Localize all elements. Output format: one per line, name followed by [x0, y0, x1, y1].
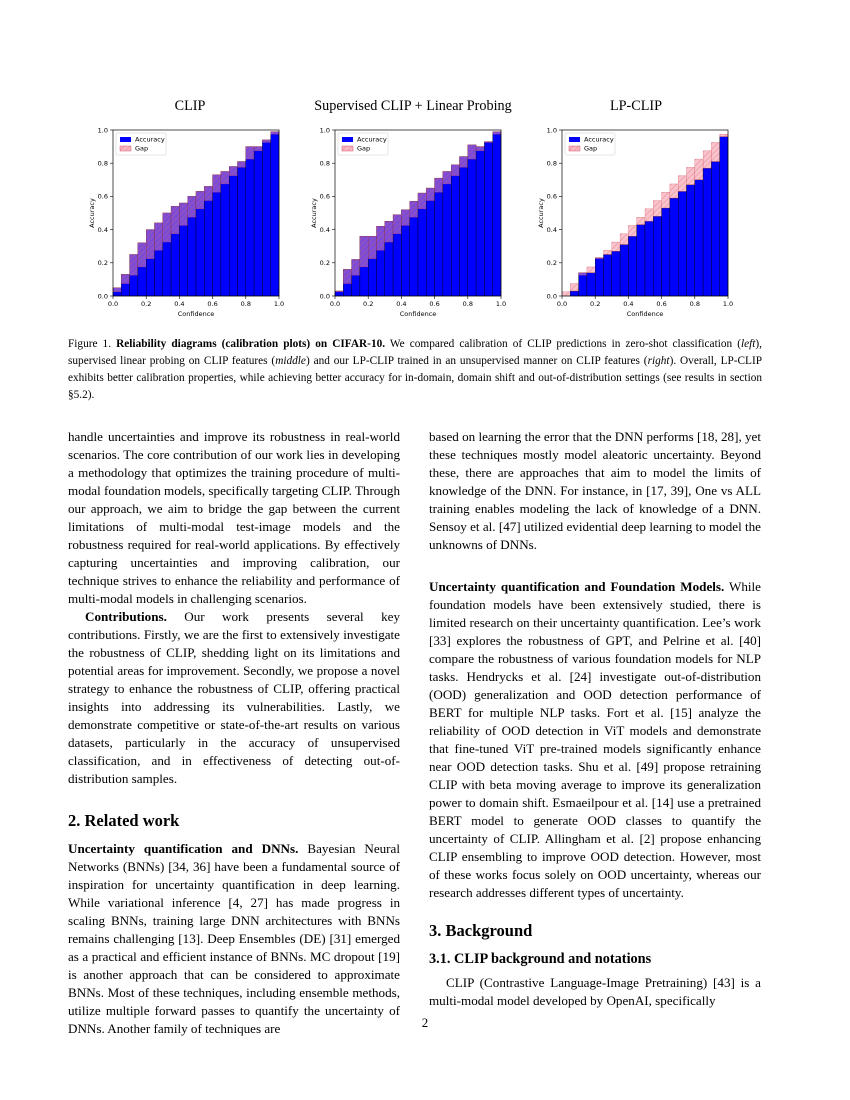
- gap-hatch: [238, 162, 246, 168]
- gap-hatch: [579, 273, 587, 275]
- x-axis-label: Confidence: [399, 310, 437, 318]
- gap-hatch: [385, 221, 393, 242]
- legend-label-accuracy: Accuracy: [584, 135, 614, 144]
- gap-hatch: [163, 213, 171, 242]
- y-axis-label: Accuracy: [310, 198, 318, 228]
- x-tick-label: 0.6: [656, 300, 667, 308]
- accuracy-bar: [229, 167, 237, 296]
- gap-hatch: [484, 142, 492, 143]
- gap-hatch: [587, 267, 595, 273]
- gap-hatch: [188, 196, 196, 217]
- gap-hatch: [146, 230, 154, 259]
- y-tick-label: 0.6: [97, 192, 108, 201]
- gap-hatch: [604, 250, 612, 254]
- legend-swatch-accuracy: [342, 137, 353, 142]
- accuracy-bar: [587, 273, 595, 296]
- y-tick-label: 1.0: [319, 126, 330, 135]
- uncertainty-dnn-paragraph: [68, 840, 400, 1038]
- chart-title-supervised: Supervised CLIP + Linear Probing: [314, 98, 512, 114]
- caption-italic-middle: middle: [275, 355, 306, 367]
- legend-label-accuracy: Accuracy: [135, 135, 165, 144]
- legend-swatch-accuracy: [120, 137, 131, 142]
- y-tick-label: 0.6: [319, 192, 330, 201]
- x-tick-label: 0.4: [623, 300, 634, 308]
- caption-italic-left: left: [740, 338, 756, 350]
- y-axis-label: Accuracy: [88, 198, 96, 228]
- gap-hatch: [460, 157, 468, 168]
- accuracy-bar: [695, 180, 703, 296]
- y-tick-label: 0.8: [319, 159, 330, 168]
- gap-hatch: [204, 186, 212, 200]
- foundation-models-paragraph: [429, 578, 761, 902]
- y-tick-label: 0.8: [546, 159, 557, 168]
- accuracy-bar: [443, 172, 451, 297]
- accuracy-bar: [687, 185, 695, 296]
- gap-hatch: [678, 176, 686, 192]
- gap-hatch: [368, 236, 376, 258]
- x-tick-label: 0.6: [207, 300, 218, 308]
- accuracy-bar: [612, 251, 620, 296]
- accuracy-bar: [711, 162, 719, 296]
- accuracy-bar: [476, 147, 484, 296]
- x-tick-label: 0.8: [689, 300, 700, 308]
- figure-caption: [68, 336, 762, 404]
- accuracy-bar: [238, 162, 246, 296]
- caption-text-2: ), supervised linear probing on CLIP features (: [68, 338, 763, 367]
- accuracy-bar: [213, 175, 221, 296]
- y-tick-label: 0.2: [97, 259, 108, 268]
- accuracy-bar: [426, 188, 434, 296]
- legend-label-gap: Gap: [135, 144, 149, 153]
- accuracy-bar: [204, 186, 212, 296]
- gap-hatch: [562, 292, 570, 296]
- gap-hatch: [343, 269, 351, 283]
- gap-hatch: [335, 291, 343, 292]
- accuracy-bar: [645, 221, 653, 296]
- caption-text-1: We compared calibration of CLIP predictions in zero-shot classification (: [385, 338, 741, 350]
- gap-hatch: [196, 191, 204, 208]
- accuracy-bar: [653, 216, 661, 296]
- left-column: [68, 428, 400, 1038]
- caption-bold: Reliability diagrams (calibration plots) on CIFAR-10.: [116, 338, 386, 350]
- contributions-text: Our work presents several key contributions. Firstly, we are the first to extensively investigate the robustness of CLIP, shedding light on its limitations and potential areas for improvement. Secondly, we propose a novel strategy to enhance the robustness of CLIP, offering practical insights into addressing its vulnerabilities. Lastly, we demonstrate competitive or state-of-the-art results on various datasets, particularly in the accuracy of unsupervised classification, and in effectiveness of detecting out-of-distribution samples.: [68, 609, 400, 786]
- accuracy-bar: [670, 198, 678, 296]
- reliability-diagram-lpclip: [535, 122, 755, 322]
- x-tick-label: 1.0: [722, 300, 734, 308]
- gap-hatch: [435, 178, 443, 192]
- gap-hatch: [451, 165, 459, 176]
- y-tick-label: 0.4: [319, 225, 330, 234]
- gap-hatch: [595, 258, 603, 259]
- caption-text-3: ) and our LP-CLIP trained in an unsupervised manner on CLIP features (: [305, 355, 648, 367]
- accuracy-bar: [662, 208, 670, 296]
- accuracy-bar: [221, 172, 229, 297]
- gap-hatch: [179, 203, 187, 225]
- accuracy-bar: [246, 147, 254, 296]
- y-tick-label: 0.4: [97, 225, 108, 234]
- y-tick-label: 0.8: [97, 159, 108, 168]
- gap-hatch: [138, 243, 146, 267]
- legend: [565, 133, 615, 155]
- accuracy-bar: [435, 178, 443, 296]
- gap-hatch: [628, 225, 636, 236]
- x-tick-label: 0.6: [429, 300, 440, 308]
- gap-hatch: [570, 284, 578, 291]
- accuracy-bar: [703, 168, 711, 296]
- accuracy-bar: [451, 165, 459, 296]
- gap-hatch: [670, 184, 678, 198]
- y-tick-label: 0.0: [546, 292, 557, 301]
- gap-hatch: [171, 206, 179, 233]
- gap-hatch: [377, 226, 385, 250]
- gap-hatch: [645, 209, 653, 221]
- gap-hatch: [662, 192, 670, 208]
- legend: [116, 133, 166, 155]
- caption-label: Figure 1.: [68, 338, 112, 350]
- accuracy-bar: [595, 258, 603, 296]
- x-tick-label: 0.0: [107, 300, 119, 308]
- x-axis-label: Confidence: [626, 310, 664, 318]
- gap-hatch: [410, 201, 418, 217]
- chart-title-clip: CLIP: [174, 98, 206, 114]
- caption-italic-right: right: [647, 355, 670, 367]
- gap-hatch: [711, 142, 719, 161]
- gap-hatch: [620, 234, 628, 245]
- y-tick-label: 0.2: [546, 259, 557, 268]
- x-tick-label: 0.4: [174, 300, 185, 308]
- x-tick-label: 0.8: [462, 300, 473, 308]
- gap-hatch: [401, 210, 409, 226]
- accuracy-bar: [678, 191, 686, 296]
- foundation-models-text: While foundation models have been extensively studied, there is limited research on their uncertainty quantification. Lee’s work [33] explores the robustness of GPT, and Pelrine et al. [40] compare the robustness of various foundation models for NLP tasks. Hendrycks et al. [24] investigate out-of-distribution (OOD) generalization and OOD detection performance of BERT for multiple NLP tasks. Fort et al. [15] analyze the reliability of OOD detection in ViT models and demonstrate that fine-tuned ViT pre-trained models significantly enhance near OOD detection tasks. Shu et al. [49] propose retraining CLIP with beta moving average to improve its generalization power to domain shift. Esmaeilpour et al. [14] use a pretrained BERT model to generate OOD classes to quantify the uncertainty of CLIP. Allingham et al. [2] propose enhancing CLIP ensembling to improve OOD detection. However, most of these works focus solely on OOD uncertainty, whereas our research addresses different types of uncertainty.: [429, 579, 761, 900]
- chart-title-lpclip: LP-CLIP: [609, 98, 663, 114]
- gap-hatch: [687, 167, 695, 184]
- accuracy-bar: [637, 225, 645, 296]
- gap-hatch: [612, 242, 620, 251]
- accuracy-bar: [620, 245, 628, 296]
- right-paragraph-1: based on learning the error that the DNN performs [18, 28], yet these techniques mostly model aleatoric uncertainty. Beyond these, there are approaches that aim to model the limits of knowledge of the DNN. For instance, in [17, 39], One vs ALL training enables modeling the lack of knowledge of a DNN. Sensoy et al. [47] utilized evidential deep learning to model the unknowns of DNNs.: [429, 429, 761, 552]
- legend: [338, 133, 388, 155]
- accuracy-bar: [628, 236, 636, 296]
- gap-hatch: [130, 255, 138, 276]
- gap-hatch: [271, 132, 279, 134]
- x-tick-label: 0.0: [329, 300, 341, 308]
- page-number: 2: [421, 1015, 429, 1030]
- gap-hatch: [155, 223, 163, 250]
- y-tick-label: 0.0: [97, 292, 108, 301]
- x-tick-label: 1.0: [495, 300, 507, 308]
- y-tick-label: 0.2: [319, 259, 330, 268]
- accuracy-bar: [570, 291, 578, 296]
- gap-hatch: [695, 159, 703, 180]
- gap-hatch: [121, 274, 129, 283]
- gap-hatch: [476, 147, 484, 151]
- accuracy-bar: [468, 145, 476, 296]
- x-tick-label: 0.4: [396, 300, 407, 308]
- right-column: [429, 428, 761, 1010]
- gap-hatch: [468, 145, 476, 159]
- gap-hatch: [229, 167, 237, 176]
- gap-hatch: [653, 201, 661, 217]
- gap-hatch: [703, 151, 711, 168]
- x-tick-label: 0.8: [240, 300, 251, 308]
- legend-label-gap: Gap: [584, 144, 598, 153]
- uncertainty-dnn-heading: Uncertainty quantification and DNNs.: [68, 841, 299, 856]
- accuracy-bar: [484, 142, 492, 296]
- gap-hatch: [637, 217, 645, 224]
- gap-hatch: [254, 147, 262, 151]
- accuracy-bar: [262, 140, 270, 296]
- accuracy-bar: [271, 132, 279, 296]
- gap-hatch: [720, 134, 728, 136]
- gap-hatch: [443, 172, 451, 184]
- uncertainty-dnn-text: Bayesian Neural Networks (BNNs) [34, 36] have been a fundamental source of inspiration for uncertainty quantification in deep learning. While variational inference [4, 27] has made progress in scaling BNNs, training large DNN architectures with BNNs remains challenging [13]. Deep Ensembles (DE) [31] emerged as a practical and efficient instance of BNNs. MC dropout [19] is another approach that can be considered to approximate BNNs. Most of these techniques, including ensemble methods, utilize multiple forward passes to quantify the uncertainty of DNNs. Another family of techniques are: [68, 841, 400, 1036]
- x-tick-label: 0.0: [556, 300, 568, 308]
- x-tick-label: 0.2: [141, 300, 152, 308]
- gap-hatch: [262, 140, 270, 142]
- clip-background-paragraph: CLIP (Contrastive Language-Image Pretraining) [43] is a multi-modal model developed by OpenAI, specifically: [429, 975, 761, 1008]
- gap-hatch: [393, 215, 401, 234]
- related-work-heading: 2. Related work: [68, 811, 180, 830]
- x-axis-label: Confidence: [177, 310, 215, 318]
- background-heading: 3. Background: [429, 921, 533, 940]
- gap-hatch: [418, 193, 426, 209]
- x-tick-label: 0.2: [363, 300, 374, 308]
- y-tick-label: 1.0: [97, 126, 108, 135]
- left-paragraph-1: handle uncertainties and improve its robustness in real-world scenarios. The core contribution of our work lies in developing a methodology that optimizes the training procedure of multi-modal foundation models, specifically targeting CLIP. Through our approach, we aim to bridge the gap between the current limitations of multi-modal test-image models and the robustness required for real-world applications. By effectively capturing uncertainties and improving calibration, our technique strives to enhance the reliability and performance of multi-modal models in challenging scenarios.: [68, 429, 400, 606]
- gap-hatch: [352, 259, 360, 275]
- gap-hatch: [360, 236, 368, 267]
- y-tick-label: 1.0: [546, 126, 557, 135]
- accuracy-bar: [254, 147, 262, 296]
- accuracy-bar: [460, 157, 468, 296]
- legend-swatch-accuracy: [569, 137, 580, 142]
- gap-hatch: [113, 288, 121, 292]
- accuracy-bar: [493, 132, 501, 296]
- gap-hatch: [213, 175, 221, 192]
- accuracy-bar: [604, 255, 612, 297]
- foundation-models-heading: Uncertainty quantification and Foundation Models.: [429, 579, 725, 594]
- clip-background-heading: 3.1. CLIP background and notations: [429, 951, 652, 967]
- y-tick-label: 0.4: [546, 225, 557, 234]
- contributions-heading: Contributions.: [85, 609, 167, 624]
- accuracy-bar: [579, 273, 587, 296]
- x-tick-label: 0.2: [590, 300, 601, 308]
- gap-hatch: [246, 147, 254, 159]
- reliability-diagram-supervised: [308, 122, 528, 322]
- gap-hatch: [493, 132, 501, 134]
- y-tick-label: 0.0: [319, 292, 330, 301]
- y-axis-label: Accuracy: [537, 198, 545, 228]
- legend-label-accuracy: Accuracy: [357, 135, 387, 144]
- contributions-paragraph: [68, 608, 400, 788]
- caption-text-4: ). Overall, LP-CLIP exhibits better calibration properties, while achieving better accuracy for in-domain, domain shift and out-of-distribution settings (see results in section §5.2).: [68, 355, 762, 401]
- gap-hatch: [426, 188, 434, 200]
- legend-label-gap: Gap: [357, 144, 371, 153]
- y-tick-label: 0.6: [546, 192, 557, 201]
- reliability-diagram-clip: [86, 122, 306, 322]
- accuracy-bar: [720, 137, 728, 296]
- gap-hatch: [221, 172, 229, 184]
- x-tick-label: 1.0: [273, 300, 285, 308]
